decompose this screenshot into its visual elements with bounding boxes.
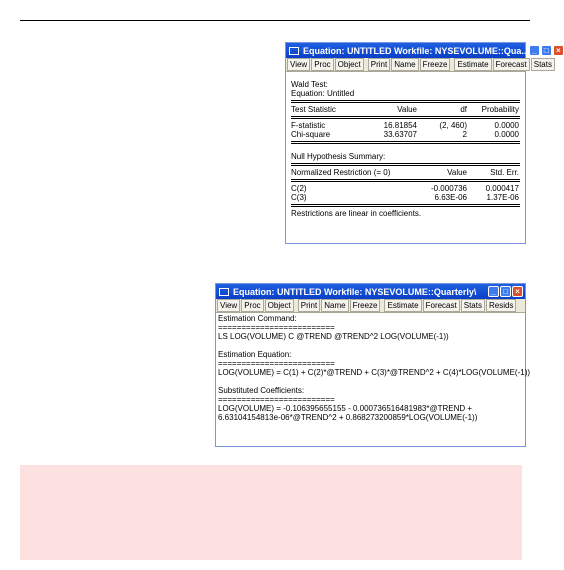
cell: 0.0000 <box>494 121 519 130</box>
output-line: ========================= <box>218 359 335 368</box>
col-header: Normalized Restriction (= 0) <box>291 168 391 177</box>
col-header: Test Statistic <box>291 105 336 114</box>
toolbar-estimate-button[interactable]: Estimate <box>384 299 421 312</box>
top-rule <box>20 20 530 21</box>
output-line <box>218 377 523 386</box>
col-header: Probability <box>481 105 519 114</box>
toolbar-view-button[interactable]: View <box>217 299 240 312</box>
output-line: ========================= <box>218 395 335 404</box>
wald-equation-label: Equation: Untitled <box>291 89 355 98</box>
minimize-icon[interactable]: _ <box>488 286 499 297</box>
toolbar-freeze-button[interactable]: Freeze <box>350 299 381 312</box>
cell: C(2) <box>291 184 307 193</box>
toolbar-print-button[interactable]: Print <box>298 299 320 312</box>
close-icon[interactable]: × <box>553 45 564 56</box>
maximize-icon[interactable]: □ <box>541 45 552 56</box>
cell: 1.37E-06 <box>486 193 519 202</box>
toolbar-print-button[interactable]: Print <box>368 58 390 71</box>
null-hypothesis-label: Null Hypothesis Summary: <box>291 152 386 161</box>
cell: 2 <box>462 130 467 139</box>
cell: (2, 460) <box>439 121 467 130</box>
toolbar-forecast-button[interactable]: Forecast <box>423 299 460 312</box>
toolbar-proc-button[interactable]: Proc <box>241 299 263 312</box>
window-icon <box>219 288 229 296</box>
wald-window-title: Equation: UNTITLED Workfile: NYSEVOLUME::Qua... <box>303 45 529 56</box>
toolbar-object-button[interactable]: Object <box>265 299 294 312</box>
col-header: df <box>460 105 467 114</box>
output-line: ========================= <box>218 323 335 332</box>
cell: 33.63707 <box>383 130 417 139</box>
table2-header-row <box>291 168 520 177</box>
output-line: Estimation Equation: <box>218 350 292 359</box>
wald-test-window <box>285 42 561 244</box>
representations-window <box>215 283 531 447</box>
wald-window-titlebar[interactable] <box>286 43 561 58</box>
rep-toolbar <box>216 299 525 313</box>
output-line: 6.63104154813e-06*@TREND^2 + 0.868273200859*LOG(VOLUME(-1)) <box>218 413 478 422</box>
cell: -0.000736 <box>430 184 467 193</box>
toolbar-estimate-button[interactable]: Estimate <box>454 58 491 71</box>
cell: C(3) <box>291 193 307 202</box>
toolbar-freeze-button[interactable]: Freeze <box>420 58 451 71</box>
maximize-icon[interactable]: □ <box>500 286 511 297</box>
table-row <box>291 193 520 202</box>
col-header: Std. Err. <box>490 168 519 177</box>
toolbar-forecast-button[interactable]: Forecast <box>493 58 530 71</box>
table-row <box>291 130 520 139</box>
toolbar-stats-button[interactable]: Stats <box>461 299 485 312</box>
toolbar-name-button[interactable]: Name <box>391 58 418 71</box>
toolbar-stats-button[interactable]: Stats <box>531 58 555 71</box>
cell: 0.0000 <box>494 130 519 139</box>
table-row <box>291 184 520 193</box>
close-icon[interactable]: × <box>512 286 523 297</box>
wald-output <box>286 72 525 220</box>
rep-window-titlebar[interactable] <box>216 284 525 299</box>
rep-window-title: Equation: UNTITLED Workfile: NYSEVOLUME::Quarterly\ <box>233 286 477 297</box>
minimize-icon[interactable]: _ <box>529 45 540 56</box>
window-icon <box>289 47 299 55</box>
cell: Chi-square <box>291 130 331 139</box>
wald-header: Wald Test: <box>291 80 328 89</box>
highlight-box <box>20 465 522 560</box>
rep-output <box>216 313 531 423</box>
cell: 16.81854 <box>383 121 417 130</box>
col-header: Value <box>397 105 417 114</box>
cell: 6.63E-06 <box>434 193 467 202</box>
toolbar-view-button[interactable]: View <box>287 58 310 71</box>
cell: F-statistic <box>291 121 326 130</box>
output-line <box>218 341 523 350</box>
output-line: Estimation Command: <box>218 314 297 323</box>
output-line: Substituted Coefficients: <box>218 386 305 395</box>
table1-header-row <box>291 105 520 114</box>
toolbar-resids-button[interactable]: Resids <box>486 299 516 312</box>
toolbar-proc-button[interactable]: Proc <box>311 58 333 71</box>
table-row <box>291 121 520 130</box>
toolbar-name-button[interactable]: Name <box>321 299 348 312</box>
toolbar-object-button[interactable]: Object <box>335 58 364 71</box>
restrictions-note: Restrictions are linear in coefficients. <box>291 209 422 218</box>
output-line: LOG(VOLUME) = -0.106395655155 - 0.000736516481983*@TREND + <box>218 404 473 413</box>
output-line: LS LOG(VOLUME) C @TREND @TREND^2 LOG(VOLUME(-1)) <box>218 332 449 341</box>
cell: 0.000417 <box>485 184 519 193</box>
col-header: Value <box>447 168 467 177</box>
output-line: LOG(VOLUME) = C(1) + C(2)*@TREND + C(3)*@TREND^2 + C(4)*LOG(VOLUME(-1)) <box>218 368 531 377</box>
wald-toolbar <box>286 58 552 72</box>
